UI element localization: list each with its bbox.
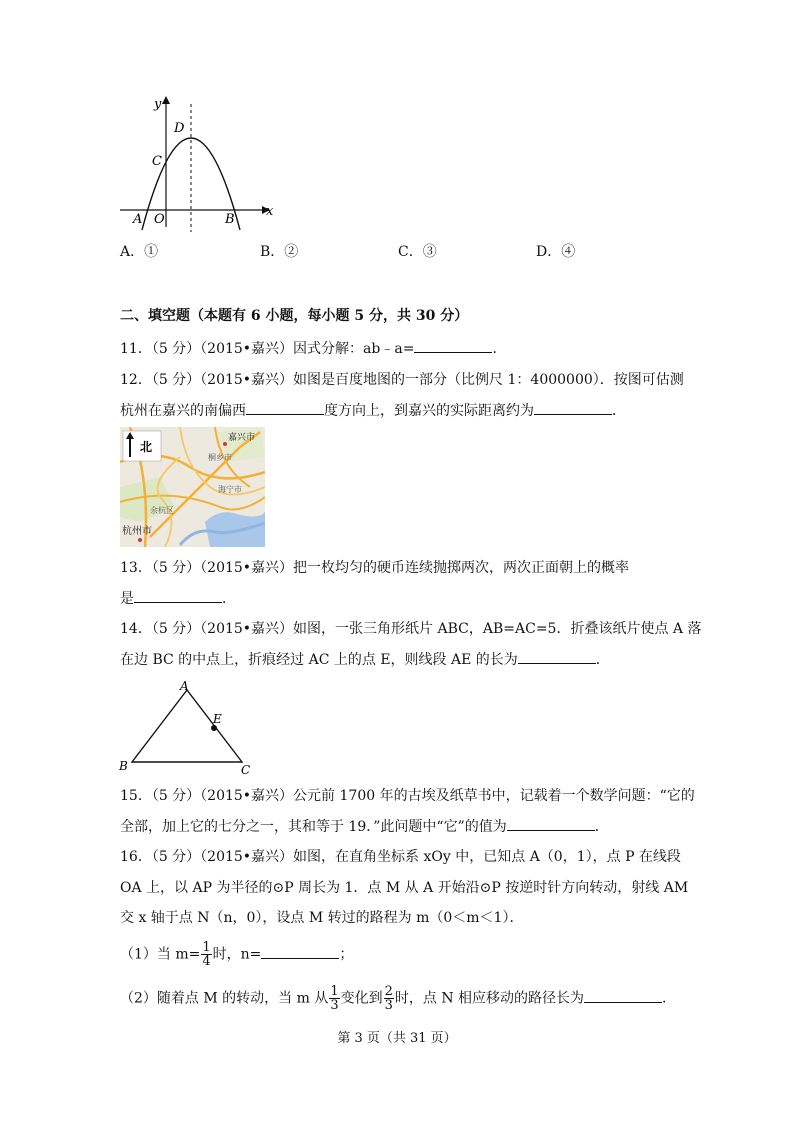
label-A: A [133,212,143,227]
question-16-line-1: 16．（5 分）（2015•嘉兴）如图，在直角坐标系 xOy 中，已知点 A（0，1），点 P 在线段 [120,849,681,865]
q16-p1-answer-blank[interactable] [261,944,339,959]
map-city-dot [223,442,227,446]
question-11 [120,338,506,359]
label-C-vertex: C [241,763,251,777]
triangle-abc [132,690,242,762]
q12-angle-blank[interactable] [246,400,324,415]
q16-p1-end: ； [339,946,354,963]
q13-answer-blank[interactable] [134,588,222,603]
fraction-one-third [329,985,339,1012]
fraction-numerator: 1 [202,940,211,955]
map-image [120,427,265,547]
map-north-label: 北 [140,440,153,454]
question-16-line-3: 交 x 轴于点 N（n，0），设点 M 转过的路程为 m（0＜m＜1）． [120,910,524,926]
map-label-yuhang: 余杭区 [150,506,174,515]
label-B: B [225,212,235,227]
parabola-graph [110,92,280,232]
map-label-tongxiang: 桐乡市 [208,453,232,462]
question-16-part-1 [120,941,353,968]
y-axis-arrow [162,96,170,104]
choice-d-letter: D． [536,244,562,260]
choice-c [398,242,437,262]
fraction-denominator: 3 [384,998,393,1013]
question-14-line-1: 14．（5 分）（2015•嘉兴）如图，一张三角形纸片 ABC，AB=AC=5．折叠该纸片使点 A 落 [120,621,702,637]
question-13-line-1: 13．（5 分）（2015•嘉兴）把一枚均匀的硬币连续抛掷两次，两次正面朝上的概率 [120,560,630,576]
choice-a-letter: A． [120,244,145,260]
fraction-one-quarter [201,941,211,968]
q16-p1-text-b: 时，n= [212,946,262,963]
fraction-denominator: 4 [202,954,211,969]
choice-c-letter: C． [398,244,423,260]
label-x: x [266,204,274,219]
q12-text-a: 杭州在嘉兴的南偏西 [120,403,246,419]
map-label-haining: 海宁市 [218,485,242,494]
choice-b-value: ② [284,244,299,260]
q14-text-a: 在边 BC 的中点上，折痕经过 AC 上的点 E，则线段 AE 的长为 [120,652,518,668]
question-16-line-2: OA 上，以 AP 为半径的⊙P 周长为 1．点 M 从 A 开始沿⊙P 按逆时针方向转动，射线 AM [120,880,689,896]
label-E-point: E [213,712,222,726]
label-C: C [152,154,162,169]
label-O: O [154,212,165,227]
q11-text: 11．（5 分）（2015•嘉兴）因式分解：ab﹣a= [120,341,415,357]
page-footer: 第 3 页（共 31 页） [337,1031,457,1046]
q13-end: ． [222,591,236,607]
question-12-line-1: 12．（5 分）（2015•嘉兴）如图是百度地图的一部分（比例尺 1：4000000）．按图可估测 [120,372,684,388]
question-12-line-2 [120,400,626,421]
q16-p2-text-a: （2）随着点 M 的转动，当 m 从 [120,990,329,1007]
question-15-line-1: 15．（5 分）（2015•嘉兴）公元前 1700 年的古埃及纸草书中，记载着一个数学问题：“它的 [120,788,695,804]
label-y: y [154,97,162,112]
fraction-numerator: 1 [330,984,339,999]
q11-answer-blank[interactable] [414,338,492,353]
choice-b [260,242,298,262]
choice-c-value: ③ [422,244,437,260]
q12-end: ． [612,403,626,419]
label-B-vertex: B [119,759,128,773]
question-15-line-2 [120,816,609,837]
q16-p1-text-a: （1）当 m= [120,946,201,963]
choice-d [536,242,575,262]
fraction-denominator: 3 [330,998,339,1013]
fraction-numerator: 2 [384,984,393,999]
question-16-part-2 [120,985,676,1012]
q16-p2-text-c: 时，点 N 相应移动的路径长为 [394,990,585,1007]
question-14-line-2 [120,649,610,670]
q15-end: ． [594,819,609,835]
triangle-diagram [115,678,260,778]
map-label-jiaxing: 嘉兴市 [228,433,256,443]
label-D: D [174,121,185,136]
q15-text-a: 全部，加上它的七分之一，其和等于 19．”此问题中“它”的值为 [120,819,507,835]
fraction-two-thirds [384,985,394,1012]
q16-p2-answer-blank[interactable] [584,988,662,1003]
q12-distance-blank[interactable] [534,400,612,415]
q16-p2-end: ． [662,990,677,1007]
q14-end: ． [595,652,610,668]
choice-a-value: ① [144,244,159,260]
choice-d-value: ④ [561,244,576,260]
q12-text-b: 度方向上，到嘉兴的实际距离约为 [324,403,534,419]
q11-end: ． [492,341,507,357]
question-13-line-2 [120,588,236,609]
choice-b-letter: B． [260,244,285,260]
label-A-vertex: A [180,679,189,693]
q15-answer-blank[interactable] [507,816,595,831]
map-city-dot [138,538,142,542]
map-label-hangzhou: 杭州市 [122,526,152,537]
choice-a [120,242,158,262]
q13-text-a: 是 [120,591,134,607]
q14-answer-blank[interactable] [518,649,596,664]
section-title: 二、填空题（本题有 6 小题，每小题 5 分，共 30 分） [120,308,469,324]
map-water [205,512,265,547]
q16-p2-text-b: 变化到 [340,990,383,1007]
